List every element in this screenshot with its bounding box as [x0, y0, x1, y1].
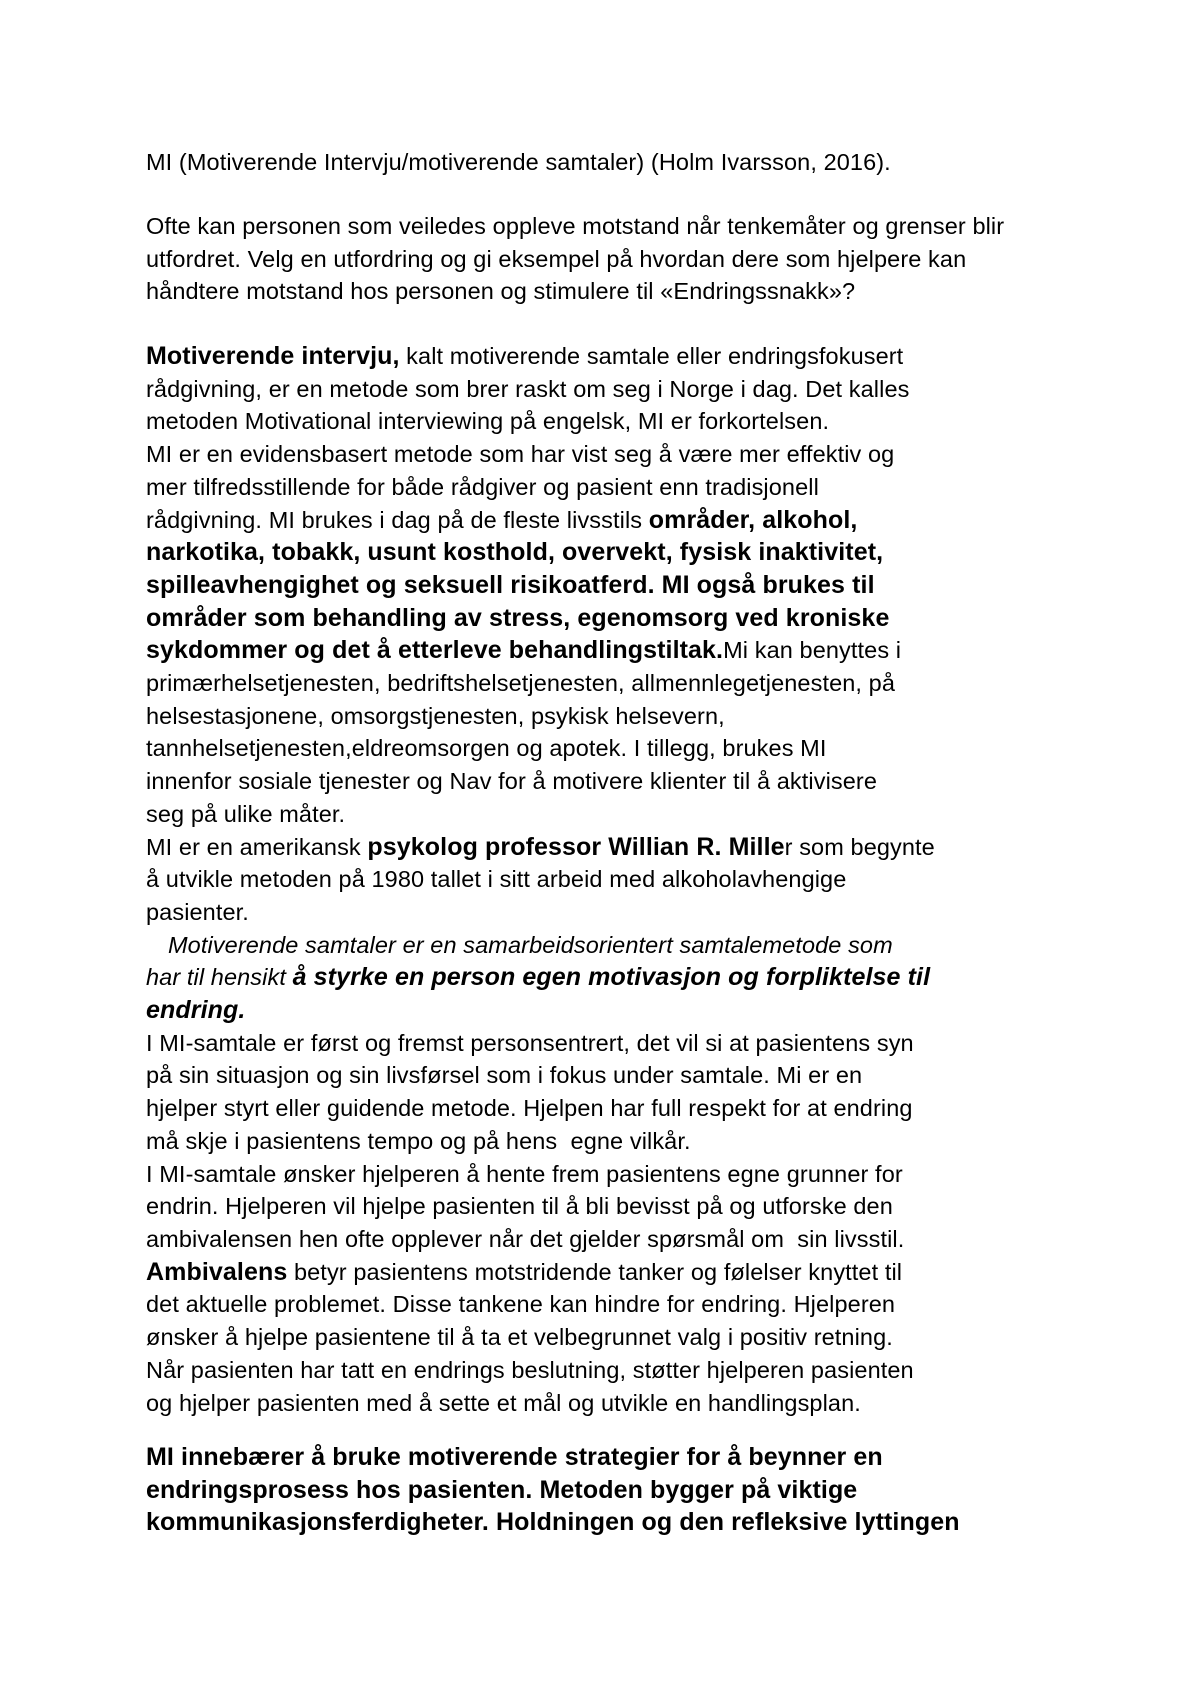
body-line-1: Motiverende intervju, kalt motiverende samtale eller endringsfokusert: [146, 342, 904, 370]
body-line-20: har til hensikt å styrke en person egen motivasjon og forpliktelse til: [146, 963, 931, 992]
assignment-question: [146, 210, 1186, 308]
closing-line-2: endringsprosess hos pasienten. Metoden bygger på viktige: [146, 1475, 858, 1504]
body-line-19: Motiverende samtaler er en samarbeidsorientert samtalemetode som: [168, 931, 893, 958]
term-motiverende-intervju: Motiverende intervju,: [146, 342, 400, 370]
body-line-7: narkotika, tobakk, usunt kosthold, overvekt, fysisk inaktivitet,: [146, 538, 884, 567]
question-line-2: utfordret. Velg en utfordring og gi eksempel på hvordan dere som hjelpere kan: [146, 245, 967, 272]
body-line-24: hjelper styrt eller guidende metode. Hjelpen har full respekt for at endring: [146, 1095, 913, 1122]
body-line-32: Når pasienten har tatt en endrings beslutning, støtter hjelperen pasienten: [146, 1356, 914, 1383]
body-line-26: I MI-samtale ønsker hjelperen å hente frem pasientens egne grunner for: [146, 1160, 903, 1187]
body-line-29: Ambivalens betyr pasientens motstridende tanker og følelser knyttet til: [146, 1257, 903, 1286]
miller-name: psykolog professor Willian R. Mille: [367, 832, 785, 861]
document-heading: [146, 146, 1186, 179]
body-line-28: ambivalensen hen ofte opplever når det gjelder spørsmål om sin livsstil.: [146, 1225, 905, 1252]
body-line-22: I MI-samtale er først og fremst personsentrert, det vil si at pasientens syn: [146, 1029, 914, 1056]
body-line-14: innenfor sosiale tjenester og Nav for å motivere klienter til å aktivisere: [146, 768, 878, 795]
body-line-25: må skje i pasientens tempo og på hens egne vilkår.: [146, 1127, 691, 1154]
body-line-8: spilleavhengighet og seksuell risikoatferd. MI også brukes til: [146, 570, 875, 599]
body-line-11: primærhelsetjenesten, bedriftshelsetjenesten, allmennlegetjenesten, på: [146, 670, 896, 697]
closing-line-3: kommunikasjonsferdigheter. Holdningen og den refleksive lyttingen: [146, 1508, 960, 1537]
term-ambivalens: Ambivalens: [146, 1257, 288, 1286]
body-line-6: rådgivning. MI brukes i dag på de fleste livsstils områder, alkohol,: [146, 505, 858, 534]
body-line-33: og hjelper pasienten med å sette et mål og utvikle en handlingsplan.: [146, 1389, 861, 1416]
body-line-4: MI er en evidensbasert metode som har vist seg å være mer effektiv og: [146, 441, 895, 468]
body-line-12: helsestasjonene, omsorgstjenesten, psykisk helsevern,: [146, 702, 725, 729]
body-line-9: områder som behandling av stress, egenomsorg ved kroniske: [146, 603, 890, 632]
closing-paragraph: [146, 1441, 1186, 1539]
question-line-3: håndtere motstand hos personen og stimulere til «Endringssnakk»?: [146, 278, 856, 305]
question-line-1: Ofte kan personen som veiledes oppleve motstand når tenkemåter og grenser blir: [146, 213, 1005, 239]
body-line-5: mer tilfredsstillende for både rådgiver og pasient enn tradisjonell: [146, 473, 819, 500]
body-line-2: rådgivning, er en metode som brer raskt om seg i Norge i dag. Det kalles: [146, 375, 910, 402]
body-line-27: endrin. Hjelperen vil hjelpe pasienten til å bli bevisst på og utforske den: [146, 1193, 893, 1220]
body-line-3: metoden Motivational interviewing på engelsk, MI er forkortelsen.: [146, 408, 830, 435]
body-line-17: å utvikle metoden på 1980 tallet i sitt arbeid med alkoholavhengige: [146, 866, 847, 893]
body-text: [146, 340, 1186, 1419]
body-line-18: pasienter.: [146, 898, 249, 925]
body-line-30: det aktuelle problemet. Disse tankene kan hindre for endring. Hjelperen: [146, 1291, 896, 1318]
body-line-15: seg på ulike måter.: [146, 800, 346, 827]
body-line-31: ønsker å hjelpe pasientene til å ta et velbegrunnet valg i positiv retning.: [146, 1324, 893, 1351]
heading-line: MI (Motiverende Intervju/motiverende samtaler) (Holm Ivarsson, 2016).: [146, 149, 891, 175]
body-line-21: endring.: [146, 996, 246, 1025]
body-line-16: MI er en amerikansk psykolog professor Willian R. Miller som begynte: [146, 832, 935, 861]
body-line-23: på sin situasjon og sin livsførsel som i fokus under samtale. Mi er en: [146, 1062, 863, 1089]
body-line-13: tannhelsetjenesten,eldreomsorgen og apotek. I tillegg, brukes MI: [146, 735, 827, 762]
closing-line-1: MI innebærer å bruke motiverende strategier for å beynner en: [146, 1443, 883, 1471]
body-line-10: sykdommer og det å etterleve behandlingstiltak.Mi kan benyttes i: [146, 636, 902, 665]
